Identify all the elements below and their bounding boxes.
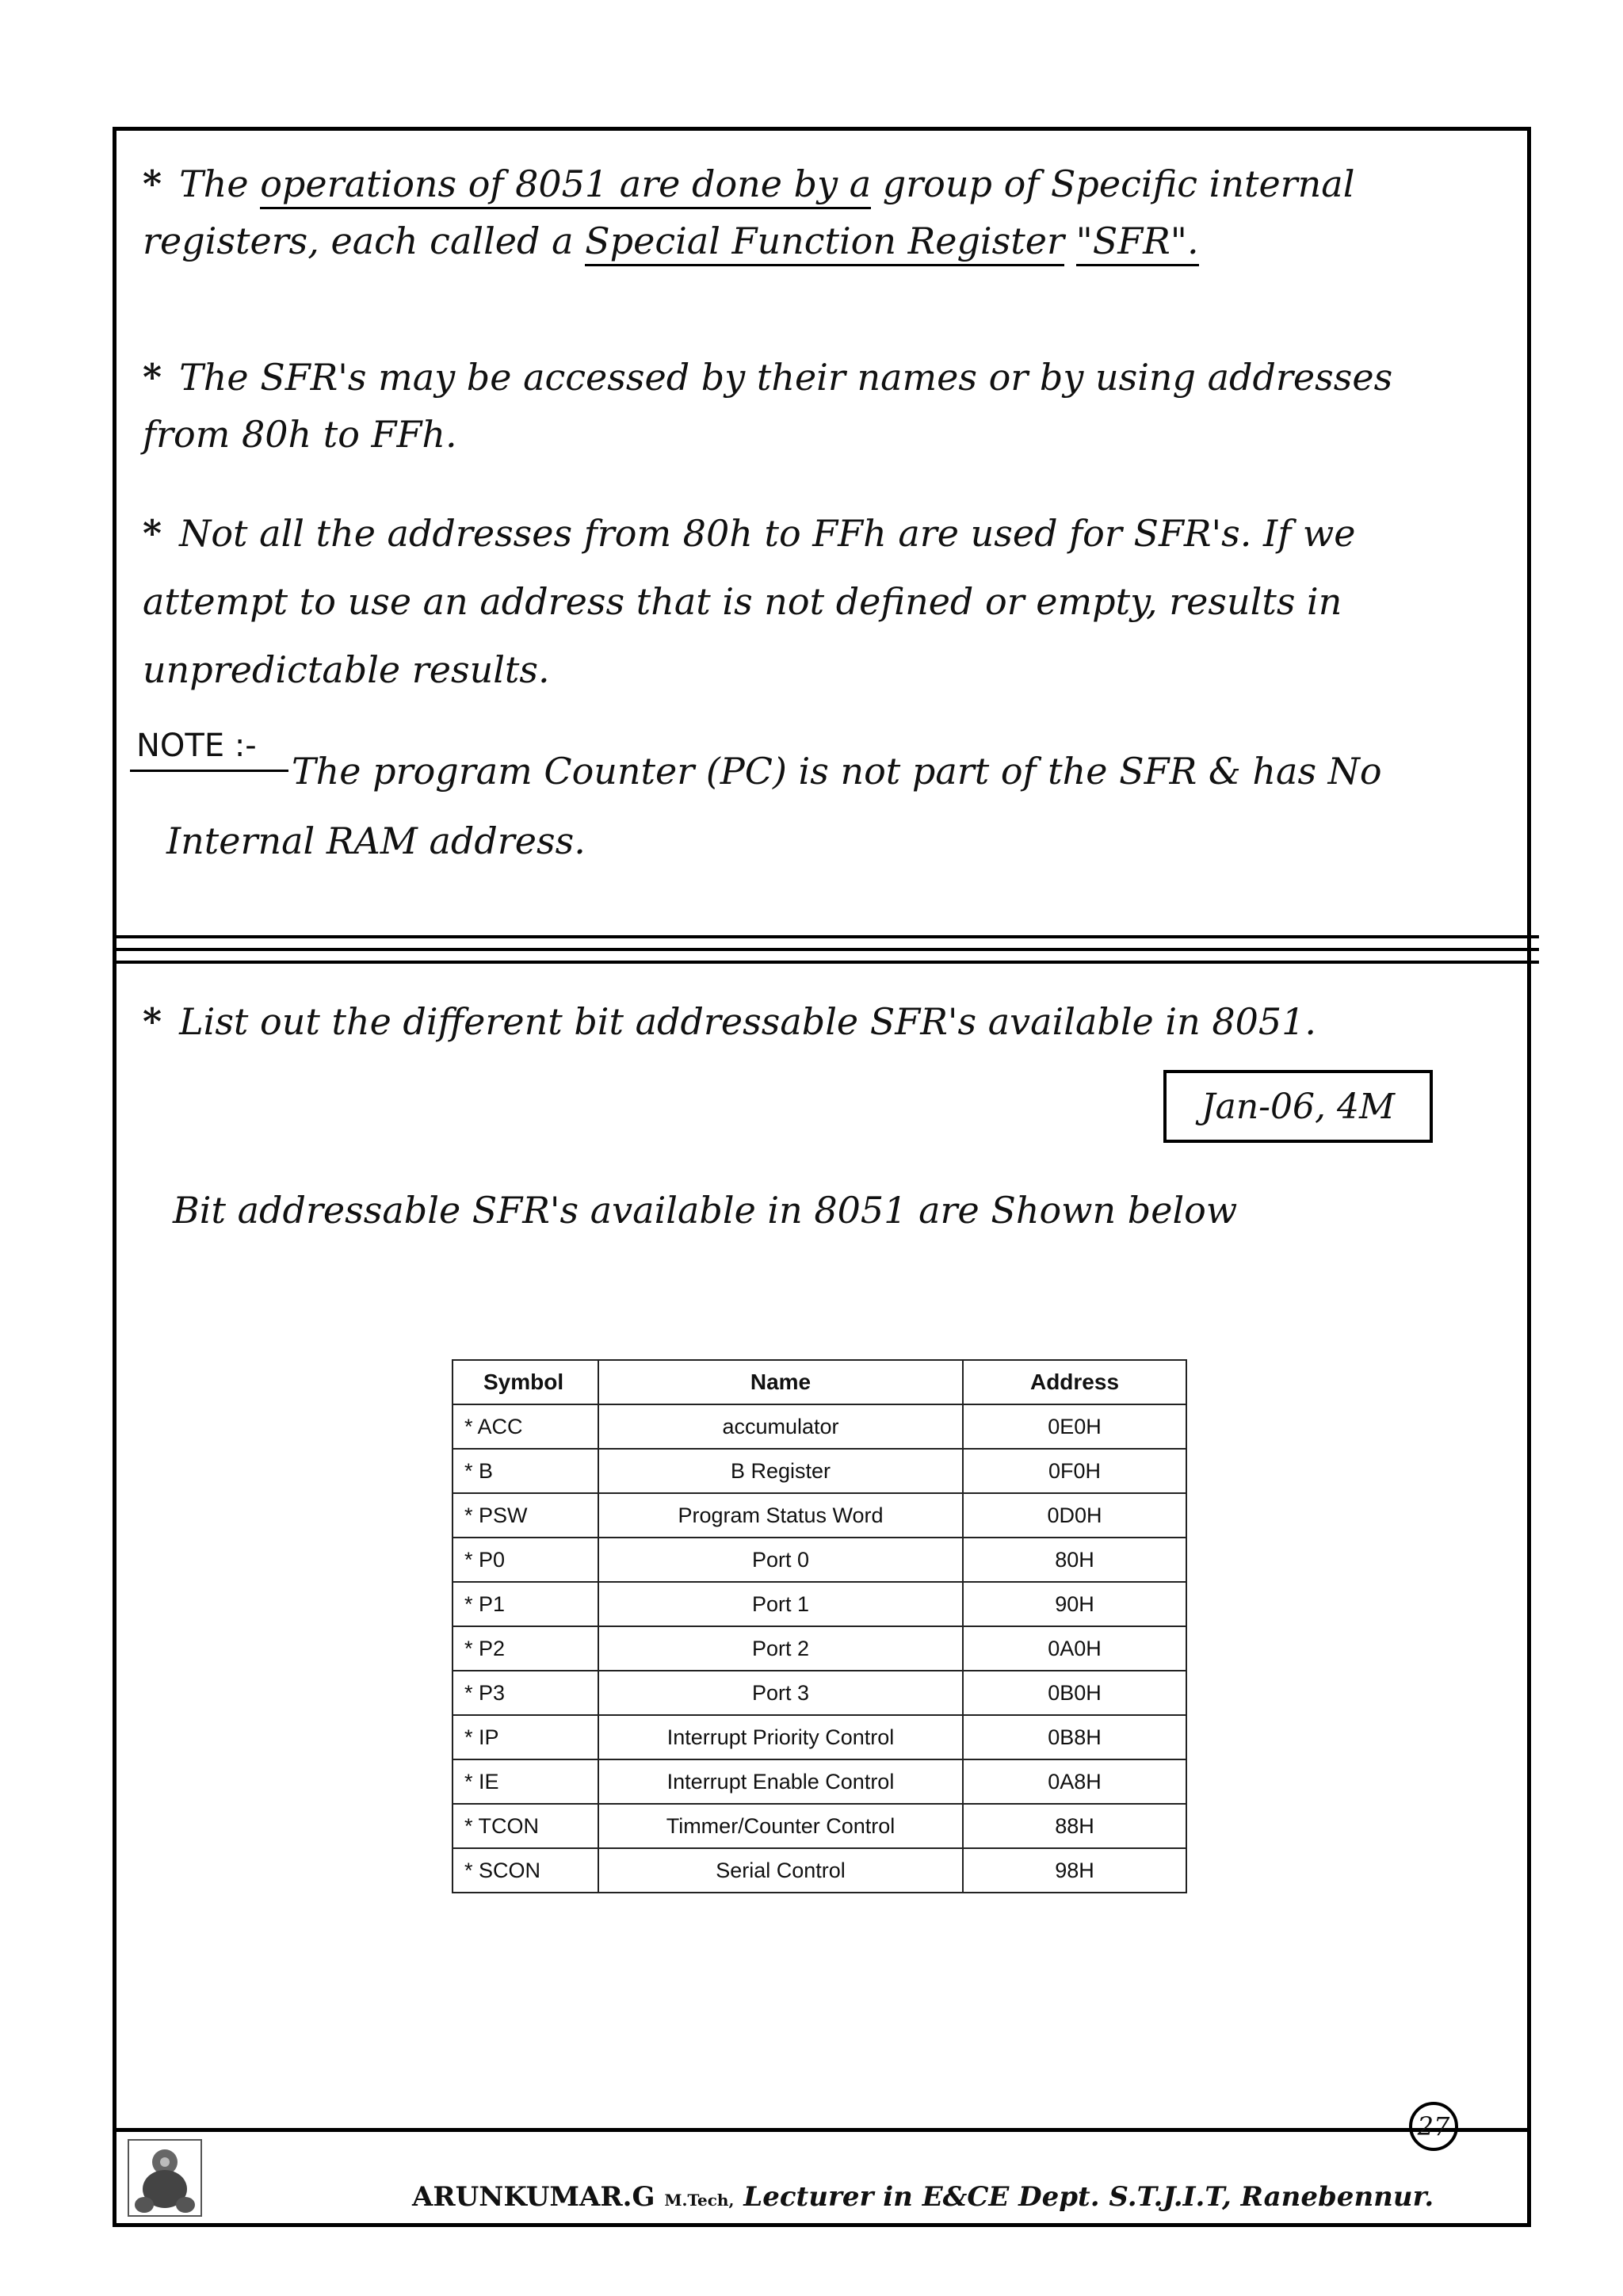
header-symbol: Symbol (453, 1360, 598, 1404)
symbol-cell: * ACC (453, 1404, 598, 1449)
page-number: 27 (1409, 2102, 1458, 2151)
name-cell: Program Status Word (598, 1493, 963, 1538)
address-cell: 88H (963, 1804, 1186, 1848)
exam-tag: Jan-06, 4M (1163, 1070, 1433, 1143)
bullet: * (143, 162, 162, 205)
text: The SFR's may be accessed by their names or by using addresses from 80h to FFh. (143, 356, 1393, 456)
question-text: List out the different bit addressable SFR's available in 8051. (179, 1000, 1317, 1043)
header-name: Name (598, 1360, 963, 1404)
table-row (453, 1804, 1186, 1848)
table-row (453, 1759, 1186, 1804)
address-cell: 0E0H (963, 1404, 1186, 1449)
address-cell: 0D0H (963, 1493, 1186, 1538)
symbol-cell: * PSW (453, 1493, 598, 1538)
symbol-cell: * SCON (453, 1848, 598, 1893)
deity-logo-icon (127, 2138, 203, 2218)
name-cell: Timmer/Counter Control (598, 1804, 963, 1848)
bullet: * (143, 356, 162, 399)
table-row (453, 1404, 1186, 1449)
bullet: * (143, 1000, 162, 1043)
text: The (179, 162, 249, 205)
address-cell: 0B8H (963, 1715, 1186, 1759)
address-cell: 80H (963, 1538, 1186, 1582)
sfr-unused-paragraph (143, 499, 1490, 704)
symbol-cell: * P3 (453, 1671, 598, 1715)
address-cell: 98H (963, 1848, 1186, 1893)
symbol-cell: * P1 (453, 1582, 598, 1626)
symbol-cell: * P2 (453, 1626, 598, 1671)
section-divider-top (113, 935, 1539, 938)
name-cell: Port 2 (598, 1626, 963, 1671)
header-address: Address (963, 1360, 1186, 1404)
author-role: Lecturer in E&CE Dept. S.T.J.I.T, Ranebennur. (743, 2181, 1434, 2213)
table-row (453, 1538, 1186, 1582)
underlined-abbr: "SFR". (1076, 220, 1199, 266)
table-intro: Bit addressable SFR's available in 8051 are Shown below (173, 1189, 1238, 1232)
section-divider-bottom (113, 961, 1539, 964)
name-cell: Port 1 (598, 1582, 963, 1626)
table-row (453, 1848, 1186, 1893)
section-divider-mid (113, 948, 1539, 951)
name-cell: Port 0 (598, 1538, 963, 1582)
address-cell: 0A8H (963, 1759, 1186, 1804)
bullet: * (143, 512, 162, 555)
address-cell: 0B0H (963, 1671, 1186, 1715)
symbol-cell: * P0 (453, 1538, 598, 1582)
sfr-intro-paragraph (143, 155, 1490, 269)
symbol-cell: * IE (453, 1759, 598, 1804)
sfr-access-paragraph (143, 349, 1490, 463)
table-row (453, 1582, 1186, 1626)
note-label: NOTE :- (136, 728, 257, 764)
footer-rule (113, 2128, 1531, 2132)
address-cell: 0F0H (963, 1449, 1186, 1493)
name-cell: Interrupt Enable Control (598, 1759, 963, 1804)
footer-credit (412, 2181, 1434, 2213)
table-row (453, 1715, 1186, 1759)
underlined-term: Special Function Register (585, 220, 1064, 266)
note-text-line2: Internal RAM address. (166, 819, 586, 862)
name-cell: accumulator (598, 1404, 963, 1449)
question (143, 1000, 1316, 1043)
table-row (453, 1671, 1186, 1715)
author-name: ARUNKUMAR.G (412, 2181, 655, 2213)
symbol-cell: * IP (453, 1715, 598, 1759)
table-header-row (453, 1360, 1186, 1404)
table-row (453, 1449, 1186, 1493)
name-cell: Port 3 (598, 1671, 963, 1715)
author-degree: M.Tech, (664, 2191, 735, 2210)
address-cell: 90H (963, 1582, 1186, 1626)
underlined-text: operations of 8051 are done by a (260, 162, 871, 209)
text: group of Specific internal registers, each called a (143, 162, 1355, 262)
table-row (453, 1493, 1186, 1538)
name-cell: Serial Control (598, 1848, 963, 1893)
name-cell: B Register (598, 1449, 963, 1493)
text: Not all the addresses from 80h to FFh are used for SFR's. If we attempt to use an address that is not defined or empty, results in unpredictable results. (143, 512, 1356, 691)
name-cell: Interrupt Priority Control (598, 1715, 963, 1759)
address-cell: 0A0H (963, 1626, 1186, 1671)
table-row (453, 1626, 1186, 1671)
symbol-cell: * TCON (453, 1804, 598, 1848)
note-text-line1: The program Counter (PC) is not part of the SFR & has No (292, 750, 1382, 793)
sfr-table (452, 1359, 1187, 1893)
symbol-cell: * B (453, 1449, 598, 1493)
